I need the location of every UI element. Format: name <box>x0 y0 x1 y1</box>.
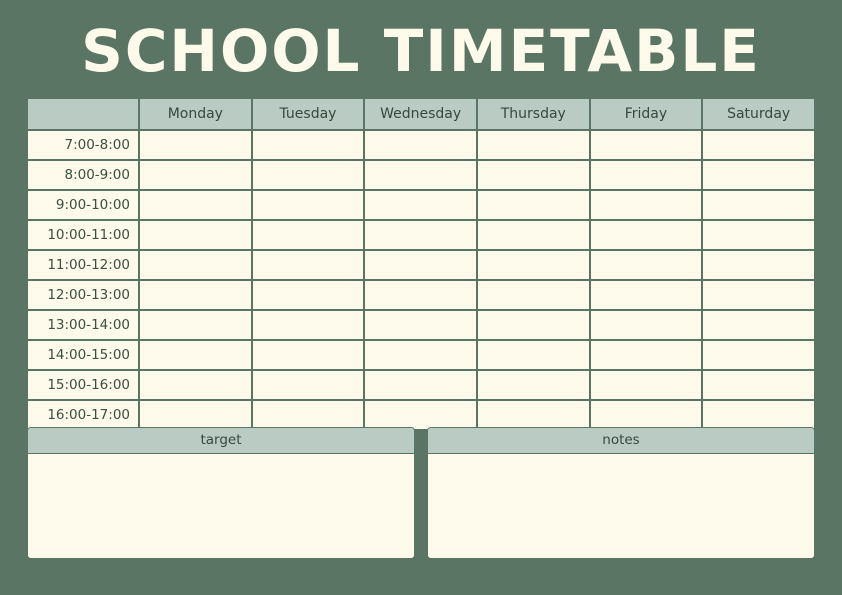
slot-cell[interactable] <box>590 130 703 160</box>
time-label: 16:00-17:00 <box>27 400 139 430</box>
slot-cell[interactable] <box>139 280 252 310</box>
timetable-day-header-saturday: Saturday <box>702 98 815 130</box>
bottom-panels <box>27 427 815 559</box>
notes-panel <box>427 427 815 559</box>
timetable-day-header-thursday: Thursday <box>477 98 590 130</box>
target-panel <box>27 427 415 559</box>
slot-cell[interactable] <box>252 400 365 430</box>
slot-cell[interactable] <box>364 340 477 370</box>
slot-cell[interactable] <box>477 370 590 400</box>
slot-cell[interactable] <box>590 370 703 400</box>
time-label: 15:00-16:00 <box>27 370 139 400</box>
slot-cell[interactable] <box>364 280 477 310</box>
slot-cell[interactable] <box>702 160 815 190</box>
slot-cell[interactable] <box>590 160 703 190</box>
slot-cell[interactable] <box>477 310 590 340</box>
slot-cell[interactable] <box>139 220 252 250</box>
slot-cell[interactable] <box>139 340 252 370</box>
time-label: 10:00-11:00 <box>27 220 139 250</box>
timetable-day-header-wednesday: Wednesday <box>364 98 477 130</box>
slot-cell[interactable] <box>252 130 365 160</box>
notes-panel-label: notes <box>428 428 814 454</box>
table-row <box>27 370 815 400</box>
timetable-day-header-tuesday: Tuesday <box>252 98 365 130</box>
time-label: 9:00-10:00 <box>27 190 139 220</box>
slot-cell[interactable] <box>139 190 252 220</box>
table-row <box>27 400 815 430</box>
time-label: 11:00-12:00 <box>27 250 139 280</box>
time-label: 13:00-14:00 <box>27 310 139 340</box>
table-row <box>27 250 815 280</box>
slot-cell[interactable] <box>139 160 252 190</box>
slot-cell[interactable] <box>139 250 252 280</box>
slot-cell[interactable] <box>702 400 815 430</box>
time-label: 8:00-9:00 <box>27 160 139 190</box>
timetable-header-row <box>27 98 815 130</box>
slot-cell[interactable] <box>364 220 477 250</box>
slot-cell[interactable] <box>477 190 590 220</box>
slot-cell[interactable] <box>590 340 703 370</box>
table-row <box>27 220 815 250</box>
timetable-day-header-monday: Monday <box>139 98 252 130</box>
slot-cell[interactable] <box>702 340 815 370</box>
slot-cell[interactable] <box>139 400 252 430</box>
slot-cell[interactable] <box>590 190 703 220</box>
slot-cell[interactable] <box>364 190 477 220</box>
table-row <box>27 280 815 310</box>
target-panel-body[interactable] <box>28 454 414 558</box>
slot-cell[interactable] <box>252 310 365 340</box>
slot-cell[interactable] <box>364 310 477 340</box>
slot-cell[interactable] <box>702 370 815 400</box>
page-title: SCHOOL TIMETABLE <box>81 17 761 85</box>
table-row <box>27 340 815 370</box>
slot-cell[interactable] <box>477 220 590 250</box>
target-panel-label: target <box>28 428 414 454</box>
slot-cell[interactable] <box>252 340 365 370</box>
slot-cell[interactable] <box>139 370 252 400</box>
table-row <box>27 130 815 160</box>
slot-cell[interactable] <box>702 250 815 280</box>
slot-cell[interactable] <box>252 190 365 220</box>
table-row <box>27 160 815 190</box>
slot-cell[interactable] <box>477 160 590 190</box>
slot-cell[interactable] <box>590 280 703 310</box>
time-label: 7:00-8:00 <box>27 130 139 160</box>
timetable-body <box>27 130 815 430</box>
timetable-corner-cell <box>27 98 139 130</box>
slot-cell[interactable] <box>477 130 590 160</box>
notes-panel-body[interactable] <box>428 454 814 558</box>
slot-cell[interactable] <box>477 280 590 310</box>
slot-cell[interactable] <box>364 250 477 280</box>
slot-cell[interactable] <box>590 250 703 280</box>
time-label: 14:00-15:00 <box>27 340 139 370</box>
slot-cell[interactable] <box>702 310 815 340</box>
table-row <box>27 190 815 220</box>
slot-cell[interactable] <box>139 130 252 160</box>
slot-cell[interactable] <box>252 160 365 190</box>
slot-cell[interactable] <box>702 130 815 160</box>
slot-cell[interactable] <box>139 310 252 340</box>
table-row <box>27 310 815 340</box>
slot-cell[interactable] <box>590 400 703 430</box>
timetable-day-header-friday: Friday <box>590 98 703 130</box>
slot-cell[interactable] <box>252 370 365 400</box>
slot-cell[interactable] <box>364 130 477 160</box>
slot-cell[interactable] <box>252 250 365 280</box>
slot-cell[interactable] <box>702 190 815 220</box>
slot-cell[interactable] <box>702 220 815 250</box>
slot-cell[interactable] <box>702 280 815 310</box>
slot-cell[interactable] <box>252 280 365 310</box>
slot-cell[interactable] <box>477 340 590 370</box>
slot-cell[interactable] <box>477 400 590 430</box>
slot-cell[interactable] <box>590 220 703 250</box>
slot-cell[interactable] <box>252 220 365 250</box>
slot-cell[interactable] <box>590 310 703 340</box>
time-label: 12:00-13:00 <box>27 280 139 310</box>
slot-cell[interactable] <box>364 160 477 190</box>
timetable <box>27 98 815 430</box>
slot-cell[interactable] <box>364 400 477 430</box>
slot-cell[interactable] <box>364 370 477 400</box>
slot-cell[interactable] <box>477 250 590 280</box>
